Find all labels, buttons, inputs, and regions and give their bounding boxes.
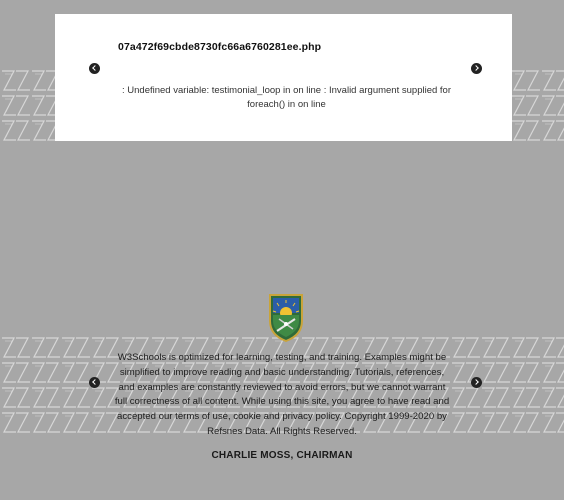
chevron-right-icon[interactable] (471, 377, 482, 388)
testimonial-quote: W3Schools is optimized for learning, testing, and training. Examples might be simplified to improve reading and basic understanding. Tutorials, references, and examples are constantly reviewed to avoid errors, but we cannot warrant full correctness of all content. While using this site, you agree to have read and accepted our terms of use, cookie and privacy policy. Copyright 1999-2020 by Refsnes Data. All Rights Reserved. (114, 352, 450, 437)
chevron-left-icon[interactable] (89, 377, 100, 388)
testimonial-author: CHARLIE MOSS, CHAIRMAN (211, 450, 353, 461)
shield-crest-icon (267, 291, 305, 343)
chevron-left-icon[interactable] (89, 63, 100, 74)
error-card (55, 14, 512, 141)
error-message: : Undefined variable: testimonial_loop in on line : Invalid argument supplied for foreach() in on line (121, 85, 451, 110)
chevron-right-icon[interactable] (471, 63, 482, 74)
card-title: 07a472f69cbde8730fc66a6760281ee.php (118, 41, 322, 53)
